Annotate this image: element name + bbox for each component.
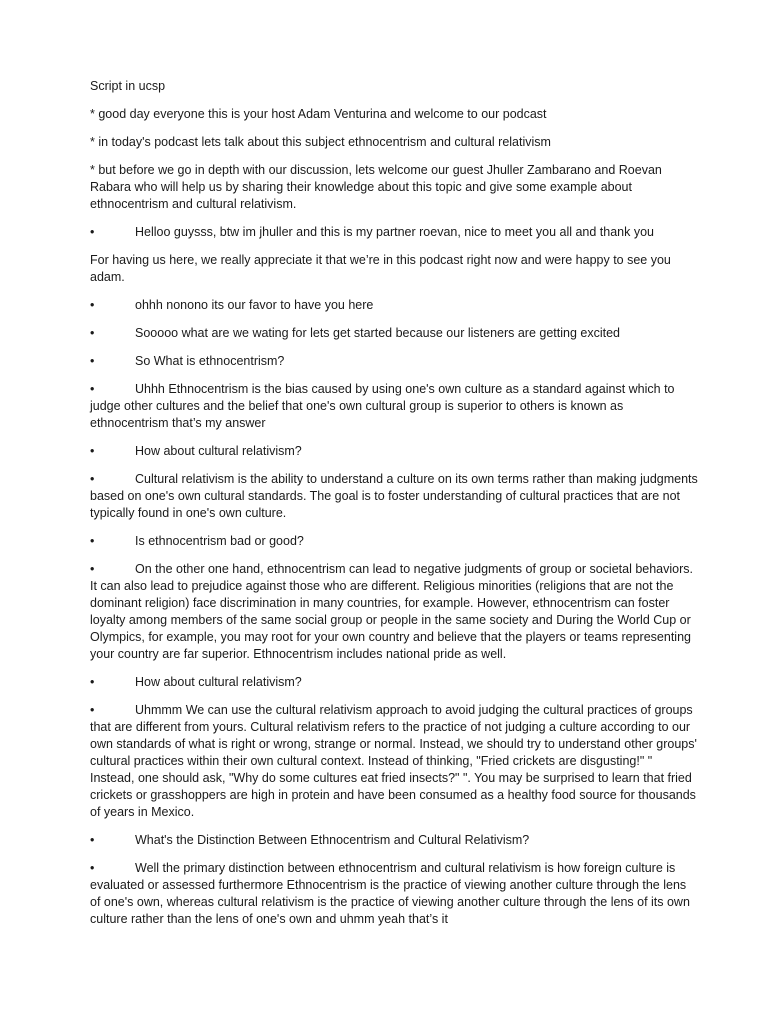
bullet-paragraph — [90, 353, 698, 370]
bullet-mark: • — [90, 326, 95, 340]
bullet-mark: • — [90, 861, 95, 875]
bullet-mark: • — [90, 703, 95, 717]
bullet-mark: • — [90, 472, 95, 486]
bullet-paragraph — [90, 561, 698, 663]
paragraph-text: Is ethnocentrism bad or good? — [135, 534, 304, 548]
paragraph-text: Well the primary distinction between ethnocentrism and cultural relativism is how foreign culture is evaluated or assessed furthermore Ethnocentrism is the practice of viewing another culture through the lens of one's own, whereas cultural relativism is the practice of viewing another culture through the lens of its own culture rather than the lens of one's own and uhmm yeah that’s it — [90, 861, 690, 926]
paragraph-text: Cultural relativism is the ability to understand a culture on its own terms rather than making judgments based on one's own cultural standards. The goal is to foster understanding of cultural practices that are not typically found in one's own culture. — [90, 472, 698, 520]
paragraph-text: Sooooo what are we wating for lets get started because our listeners are getting excited — [135, 326, 621, 340]
bullet-mark: • — [90, 444, 95, 458]
bullet-paragraph — [90, 325, 698, 342]
bullet-mark: • — [90, 562, 95, 576]
bullet-paragraph — [90, 224, 698, 241]
bullet-paragraph — [90, 832, 698, 849]
paragraph-text: So What is ethnocentrism? — [135, 354, 285, 368]
paragraph-text: * but before we go in depth with our discussion, lets welcome our guest Jhuller Zambarano and Roevan Rabara who will help us by sharing their knowledge about this topic and give some example about ethnocentrism and cultural relativism. — [90, 163, 662, 211]
paragraph-text: ohhh nonono its our favor to have you here — [135, 298, 374, 312]
paragraph-text: * in today's podcast lets talk about this subject ethnocentrism and cultural relativism — [90, 135, 551, 149]
document-body — [90, 106, 698, 928]
bullet-mark: • — [90, 833, 95, 847]
paragraph — [90, 134, 698, 151]
paragraph-text: How about cultural relativism? — [135, 444, 302, 458]
bullet-mark: • — [90, 354, 95, 368]
paragraph-text: Helloo guysss, btw im jhuller and this is my partner roevan, nice to meet you all and thank you — [135, 225, 655, 239]
bullet-paragraph — [90, 297, 698, 314]
paragraph-text: Uhmmm We can use the cultural relativism approach to avoid judging the cultural practices of groups that are different from yours. Cultural relativism refers to the practice of not judging a culture according to our own standards of what is right or wrong, strange or normal. Instead, we should try to understand other groups' cultural practices within their own cultural context. Instead of thinking, "Fried crickets are disgusting!" " Instead, one should ask, "Why do some cultures eat fried insects?" ". You may be surprised to learn that fried crickets or grasshoppers are high in protein and have been consumed as a healthy food source for thousands of years in Mexico. — [90, 703, 697, 819]
bullet-mark: • — [90, 298, 95, 312]
bullet-paragraph — [90, 860, 698, 928]
bullet-mark: • — [90, 225, 95, 239]
paragraph-text: * good day everyone this is your host Adam Venturina and welcome to our podcast — [90, 107, 547, 121]
paragraph-text: For having us here, we really appreciate it that we’re in this podcast right now and were happy to see you adam. — [90, 253, 671, 284]
paragraph-text: How about cultural relativism? — [135, 675, 302, 689]
bullet-paragraph — [90, 702, 698, 821]
paragraph-text: What's the Distinction Between Ethnocentrism and Cultural Relativism? — [135, 833, 530, 847]
bullet-paragraph — [90, 381, 698, 432]
bullet-mark: • — [90, 382, 95, 396]
document-title: Script in ucsp — [90, 79, 166, 93]
paragraph-text: Uhhh Ethnocentrism is the bias caused by using one's own culture as a standard against which to judge other cultures and the belief that one's own cultural group is superior to others is known as ethnocentrism that’s my answer — [90, 382, 675, 430]
paragraph — [90, 106, 698, 123]
paragraph — [90, 162, 698, 213]
bullet-paragraph — [90, 533, 698, 550]
bullet-mark: • — [90, 675, 95, 689]
bullet-paragraph — [90, 674, 698, 691]
paragraph — [90, 252, 698, 286]
bullet-paragraph — [90, 443, 698, 460]
bullet-mark: • — [90, 534, 95, 548]
paragraph-text: On the other one hand, ethnocentrism can lead to negative judgments of group or societal behaviors. It can also lead to prejudice against those who are different. Religious minorities (religions that are not the dominant religion) face discrimination in many countries, for example. However, ethnocentrism can foster loyalty among members of the same social group or people in the same society and During the World Cup or Olympics, for example, you may root for your own country and believe that the players or teams representing your country are far superior. Ethnocentrism includes national pride as well. — [90, 562, 693, 661]
bullet-paragraph — [90, 471, 698, 522]
